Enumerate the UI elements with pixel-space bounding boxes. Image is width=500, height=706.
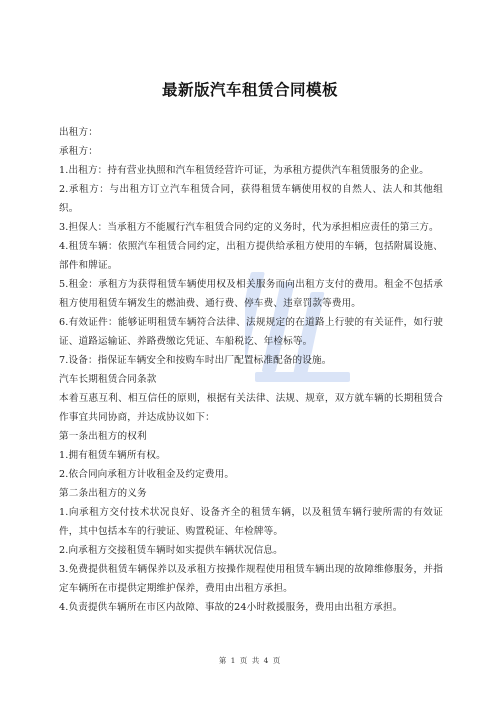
body-paragraph: 4.负责提供车辆所在市区内故障、事故的24小时救援服务，费用由出租方承担。 (59, 602, 403, 613)
page-number-footer: 第 1 页 共 4 页 (218, 656, 282, 665)
body-paragraph: 承租方： (59, 146, 98, 157)
body-paragraph: 7.设备：指保证车辆安全和按购车时出厂配置标准配备的设施。 (59, 355, 332, 366)
document-title: 最新版汽车租赁合同模板 (161, 81, 338, 99)
body-paragraph: 4.租赁车辆：依照汽车租赁合同约定，出租方提供给承租方使用的车辆，包括附属设施、部件和牌证。 (59, 241, 443, 271)
body-paragraph: 6.有效证件：能够证明租赁车辆符合法律、法规规定的在道路上行驶的有关证件，如行驶证、道路运输证、养路费缴讫凭证、车船税讫、年检标等。 (59, 317, 443, 347)
body-paragraph: 1.拥有租赁车辆所有权。 (59, 450, 166, 461)
document-body (59, 123, 443, 617)
body-paragraph: 2.承租方：与出租方订立汽车租赁合同，获得租赁车辆使用权的自然人、法人和其他组织。 (59, 184, 443, 214)
body-paragraph: 2.向承租方交接租赁车辆时如实提供车辆状况信息。 (59, 545, 283, 556)
body-paragraph: 本着互惠互利、相互信任的原则，根据有关法律、法规、规章，双方就车辆的长期租赁合作事宜共同协商，并达成协议如下： (59, 393, 443, 423)
body-paragraph: 3.免费提供租赁车辆保养以及承租方按操作规程使用租赁车辆出现的故障维修服务，并指定车辆所在市提供定期维护保养，费用由出租方承担。 (59, 564, 443, 594)
section-heading: 第一条出租方的权利 (59, 431, 147, 442)
body-paragraph: 3.担保人：当承租方不能履行汽车租赁合同约定的义务时，代为承担相应责任的第三方。 (59, 222, 439, 233)
body-paragraph: 1.向承租方交付技术状况良好、设备齐全的租赁车辆，以及租赁车辆行驶所需的有效证件，其中包括本车的行驶证、购置税证、年检牌等。 (59, 507, 443, 537)
section-heading: 第二条出租方的义务 (59, 488, 147, 499)
section-heading: 汽车长期租赁合同条款 (59, 374, 157, 385)
body-paragraph: 5.租金：承租方为获得租赁车辆使用权及相关服务而向出租方支付的费用。租金不包括承租方使用租赁车辆发生的燃油费、通行费、停车费、违章罚款等费用。 (59, 279, 443, 309)
body-paragraph: 1.出租方：持有营业执照和汽车租赁经营许可证，为承租方提供汽车租赁服务的企业。 (59, 165, 429, 176)
body-paragraph: 出租方： (59, 127, 98, 138)
body-paragraph: 2.依合同向承租方计收租金及约定费用。 (59, 469, 235, 480)
